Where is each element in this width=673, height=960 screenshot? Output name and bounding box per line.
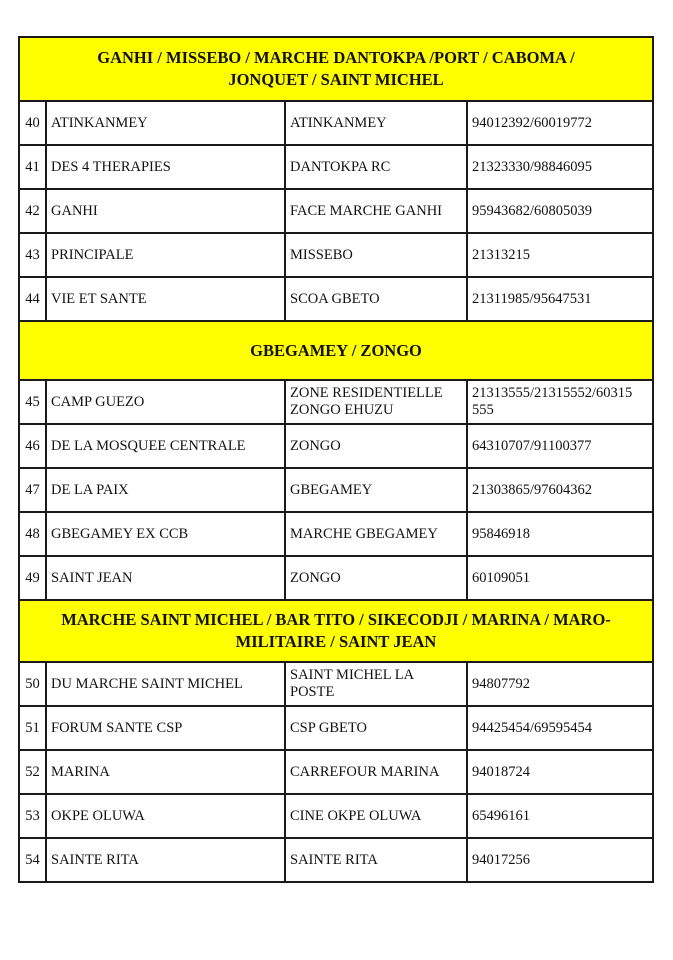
pharmacy-location [285, 380, 467, 424]
location-line: FACE MARCHE GANHI [290, 202, 442, 219]
table-row [19, 750, 653, 794]
pharmacy-name: CAMP GUEZO [46, 380, 285, 424]
row-number: 51 [19, 706, 46, 750]
table-row [19, 838, 653, 882]
table-row [19, 380, 653, 424]
pharmacy-location [285, 706, 467, 750]
pharmacy-location [285, 838, 467, 882]
phone-line: 21311985/95647531 [472, 290, 592, 307]
phone-line: 94017256 [472, 851, 530, 868]
pharmacy-location [285, 145, 467, 189]
pharmacy-name: DES 4 THERAPIES [46, 145, 285, 189]
phone-line: 60109051 [472, 569, 530, 586]
pharmacy-phone [467, 794, 653, 838]
table-row [19, 145, 653, 189]
pharmacy-name: SAINT JEAN [46, 556, 285, 600]
pharmacy-location [285, 750, 467, 794]
section-header-row [19, 37, 653, 101]
table-row [19, 662, 653, 706]
table-body [19, 37, 653, 882]
pharmacy-location [285, 556, 467, 600]
row-number: 48 [19, 512, 46, 556]
location-line: MISSEBO [290, 246, 353, 263]
pharmacy-phone [467, 277, 653, 321]
pharmacy-name: DE LA MOSQUEE CENTRALE [46, 424, 285, 468]
pharmacy-phone [467, 512, 653, 556]
section-title-line: MARCHE SAINT MICHEL / BAR TITO / SIKECODJI / MARINA / MARO- [61, 610, 611, 629]
location-line: SAINT MICHEL LA [290, 667, 415, 683]
location-line: POSTE [290, 684, 335, 700]
pharmacy-location [285, 277, 467, 321]
section-title-line: MILITAIRE / SAINT JEAN [235, 632, 437, 651]
pharmacy-name: DE LA PAIX [46, 468, 285, 512]
section-header-row [19, 321, 653, 380]
location-line: SCOA GBETO [290, 290, 380, 307]
phone-line: 94425454/69595454 [472, 719, 593, 736]
row-number: 52 [19, 750, 46, 794]
table-row [19, 706, 653, 750]
section-title [19, 321, 653, 380]
location-line: MARCHE GBEGAMEY [290, 525, 438, 542]
phone-line: 65496161 [472, 807, 530, 824]
pharmacy-location [285, 233, 467, 277]
pharmacy-location [285, 101, 467, 145]
phone-line: 95846918 [472, 525, 530, 542]
table-row [19, 424, 653, 468]
section-title-line: JONQUET / SAINT MICHEL [228, 70, 444, 89]
section-title [19, 37, 653, 101]
section-title-line: GANHI / MISSEBO / MARCHE DANTOKPA /PORT / CABOMA / [97, 48, 575, 67]
pharmacy-phone [467, 424, 653, 468]
row-number: 47 [19, 468, 46, 512]
phone-line: 94012392/60019772 [472, 114, 593, 131]
location-line: ATINKANMEY [290, 114, 387, 131]
row-number: 45 [19, 380, 46, 424]
location-line: ZONGO [290, 437, 341, 454]
pharmacy-phone [467, 468, 653, 512]
pharmacy-phone [467, 838, 653, 882]
pharmacy-location [285, 189, 467, 233]
table-row [19, 101, 653, 145]
location-line: ZONGO EHUZU [290, 402, 394, 418]
pharmacy-location [285, 662, 467, 706]
phone-line: 21303865/97604362 [472, 481, 593, 498]
phone-line: 21313215 [472, 246, 530, 263]
table-row [19, 794, 653, 838]
row-number: 44 [19, 277, 46, 321]
pharmacy-phone [467, 380, 653, 424]
location-line: CINE OKPE OLUWA [290, 807, 422, 824]
phone-line: 95943682/60805039 [472, 202, 593, 219]
table-row [19, 512, 653, 556]
location-line: ZONE RESIDENTIELLE [290, 385, 443, 401]
pharmacy-phone [467, 556, 653, 600]
pharmacy-name: ATINKANMEY [46, 101, 285, 145]
row-number: 46 [19, 424, 46, 468]
phone-line: 94807792 [472, 675, 530, 692]
row-number: 43 [19, 233, 46, 277]
pharmacy-location [285, 512, 467, 556]
pharmacy-name: PRINCIPALE [46, 233, 285, 277]
pharmacy-phone [467, 145, 653, 189]
table-row [19, 189, 653, 233]
location-line: DANTOKPA RC [290, 158, 391, 175]
pharmacy-phone [467, 233, 653, 277]
pharmacy-name: DU MARCHE SAINT MICHEL [46, 662, 285, 706]
table-row [19, 468, 653, 512]
pharmacy-name: GANHI [46, 189, 285, 233]
pharmacy-location [285, 794, 467, 838]
pharmacy-location [285, 468, 467, 512]
phone-line: 21323330/98846095 [472, 158, 593, 175]
section-header-row [19, 600, 653, 662]
section-title [19, 600, 653, 662]
location-line: CSP GBETO [290, 719, 367, 736]
pharmacy-table [18, 36, 654, 883]
pharmacy-name: VIE ET SANTE [46, 277, 285, 321]
row-number: 40 [19, 101, 46, 145]
row-number: 42 [19, 189, 46, 233]
location-line: GBEGAMEY [290, 481, 373, 498]
pharmacy-phone [467, 189, 653, 233]
pharmacy-phone [467, 750, 653, 794]
pharmacy-name: SAINTE RITA [46, 838, 285, 882]
location-line: SAINTE RITA [290, 851, 378, 868]
pharmacy-name: OKPE OLUWA [46, 794, 285, 838]
section-title-line: GBEGAMEY / ZONGO [250, 340, 422, 360]
row-number: 50 [19, 662, 46, 706]
pharmacy-name: FORUM SANTE CSP [46, 706, 285, 750]
pharmacy-phone [467, 101, 653, 145]
table-row [19, 233, 653, 277]
pharmacy-name: GBEGAMEY EX CCB [46, 512, 285, 556]
table-row [19, 556, 653, 600]
location-line: CARREFOUR MARINA [290, 763, 440, 780]
phone-line: 64310707/91100377 [472, 437, 592, 454]
pharmacy-name: MARINA [46, 750, 285, 794]
phone-line: 21313555/21315552/60315 [472, 385, 633, 401]
location-line: ZONGO [290, 569, 341, 586]
pharmacy-phone [467, 662, 653, 706]
phone-line: 94018724 [472, 763, 530, 780]
phone-line: 555 [472, 402, 494, 418]
row-number: 53 [19, 794, 46, 838]
row-number: 49 [19, 556, 46, 600]
pharmacy-location [285, 424, 467, 468]
row-number: 54 [19, 838, 46, 882]
table-row [19, 277, 653, 321]
row-number: 41 [19, 145, 46, 189]
pharmacy-phone [467, 706, 653, 750]
